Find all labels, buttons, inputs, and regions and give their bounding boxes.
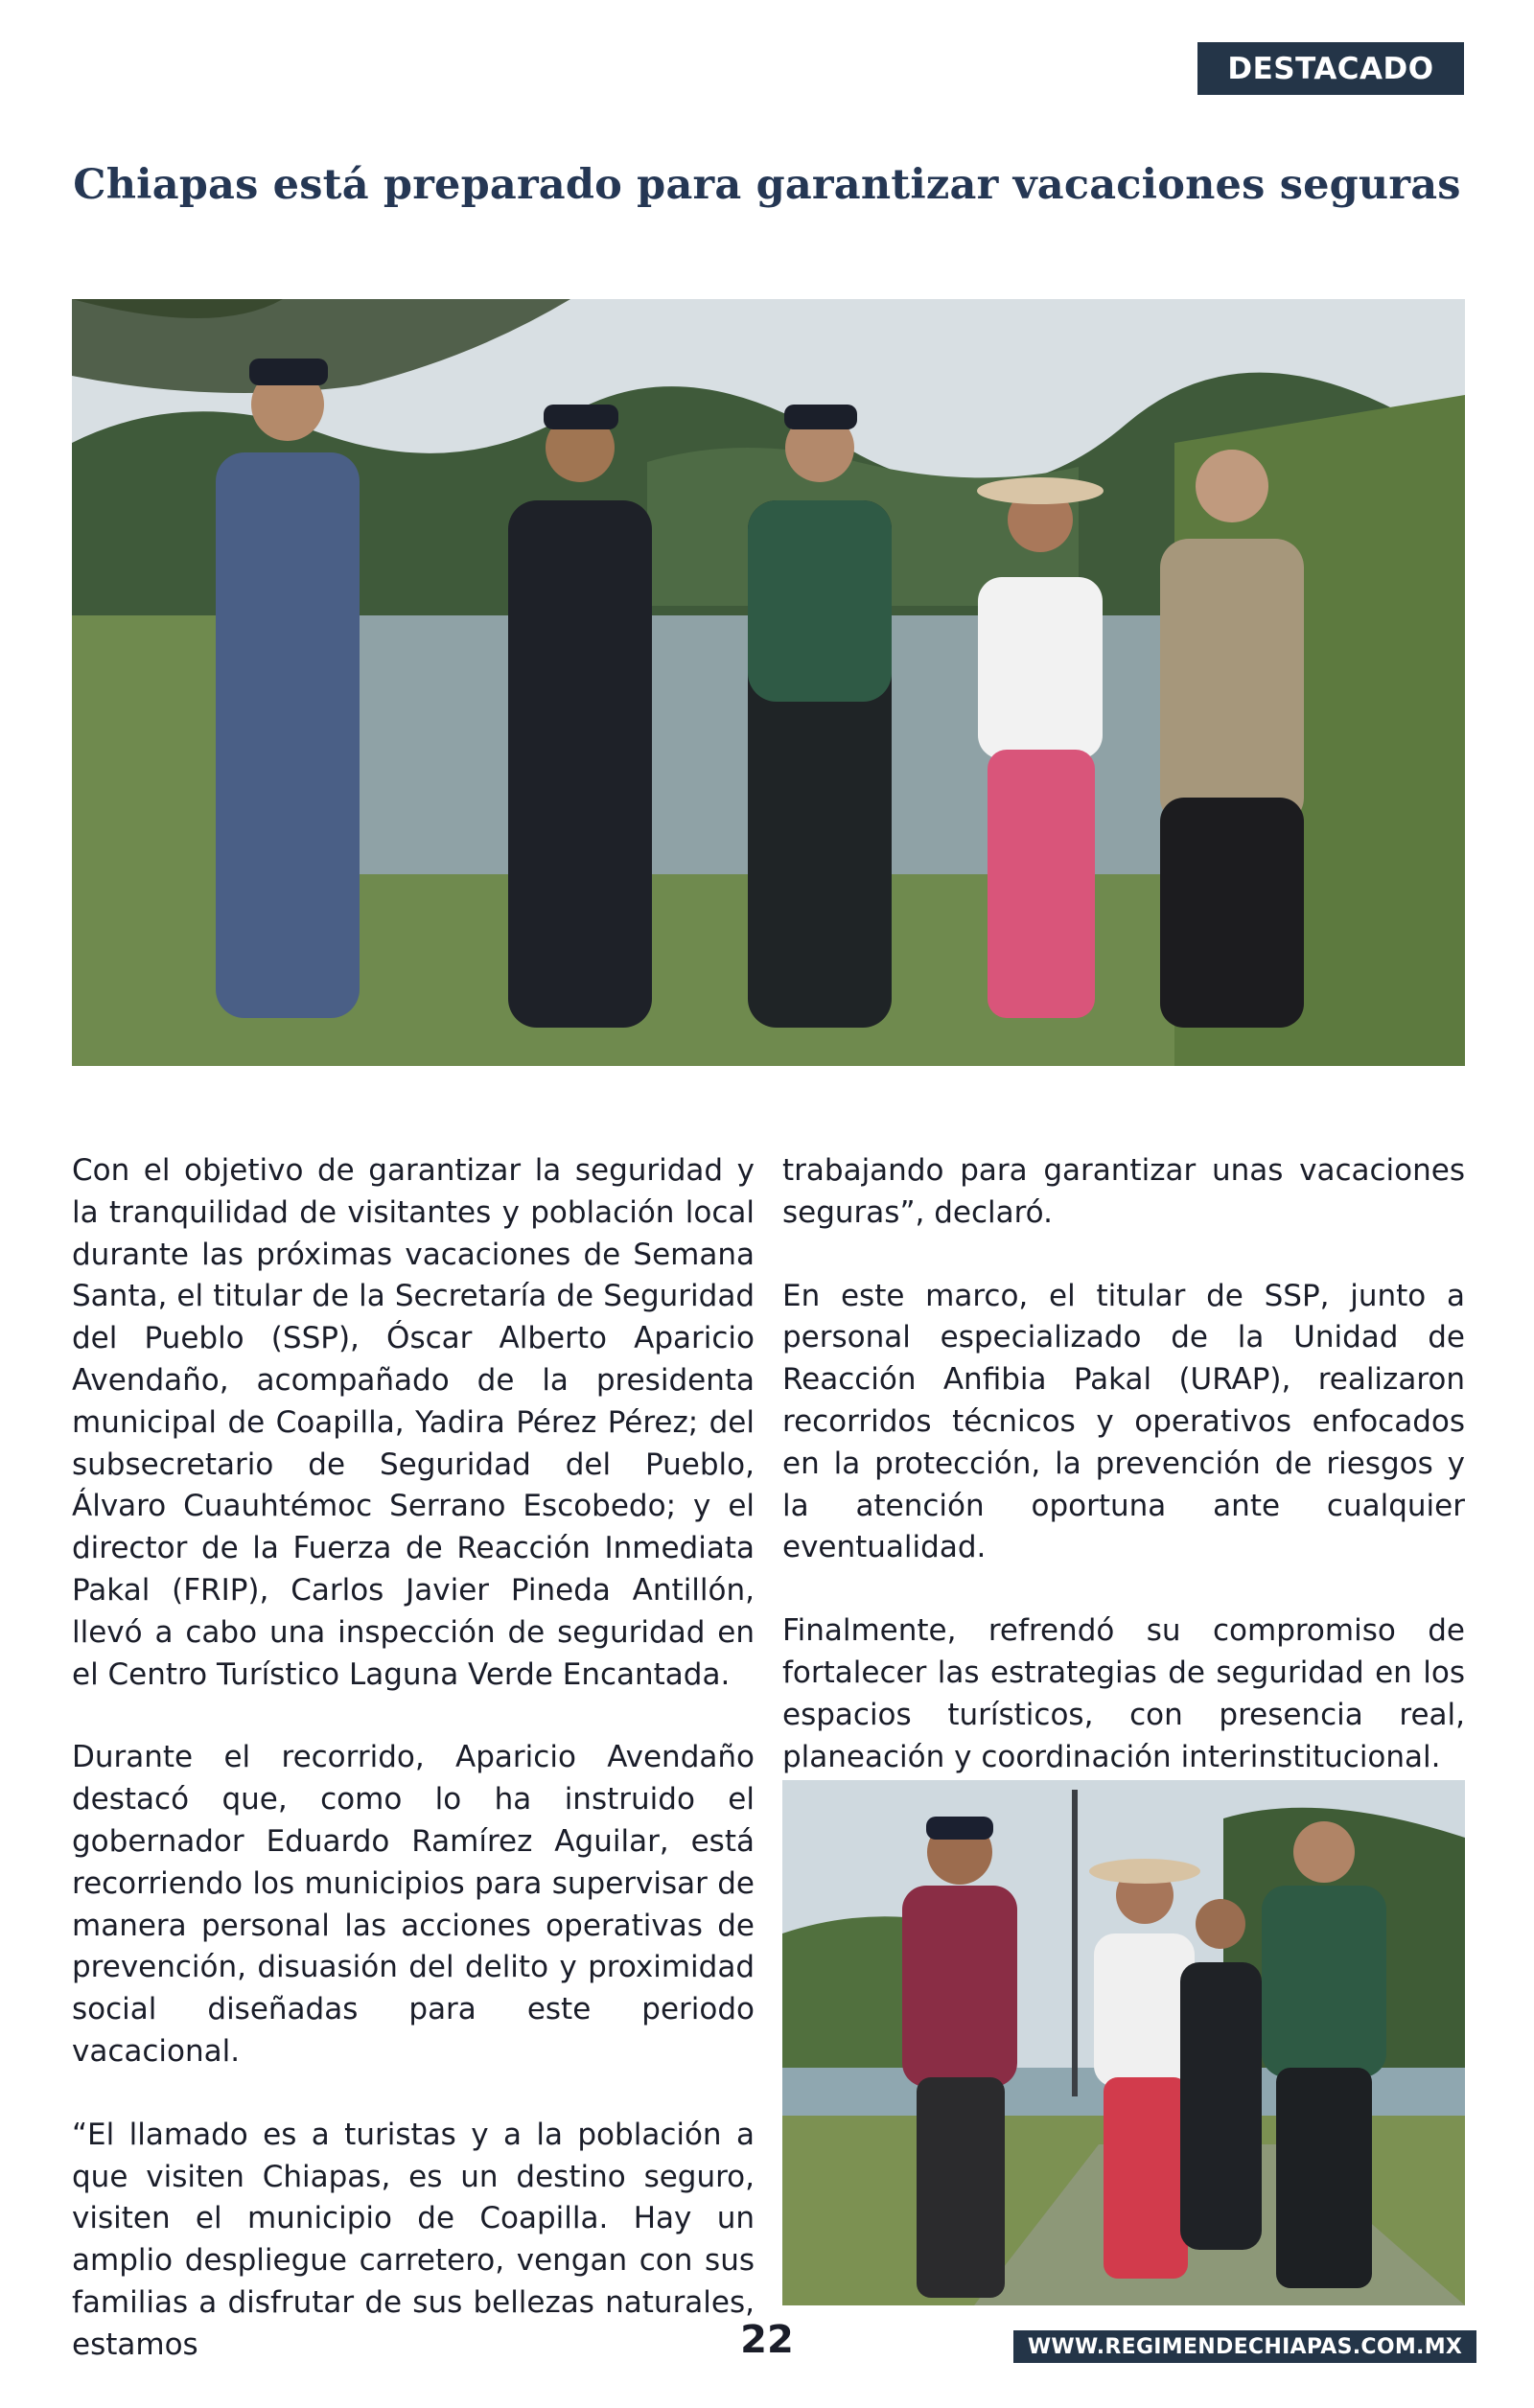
paragraph: Finalmente, refrendó su compromiso de fortalecer las estrategias de seguridad en los espacios turísticos, con presencia real, planeación y coordinación interinstitucional.	[782, 1613, 1465, 1774]
paragraph: En este marco, el titular de SSP, junto a personal especializado de la Unidad de Reacción Anfibia Pakal (URAP), realizaron recorridos técnicos y operativos enfocados en la protección, la prevención de riesgos y la atención oportuna ante cualquier eventualidad.	[782, 1278, 1465, 1565]
main-photo	[72, 299, 1465, 1066]
paragraph: trabajando para garantizar unas vacaciones seguras”, declaró.	[782, 1153, 1465, 1230]
secondary-photo	[782, 1780, 1465, 2305]
website-footer: WWW.REGIMENDECHIAPAS.COM.MX	[1013, 2330, 1476, 2363]
section-badge: DESTACADO	[1197, 42, 1464, 95]
article-column-left	[72, 1150, 755, 2408]
person-1	[216, 359, 360, 1018]
paragraph: “El llamado es a turistas y a la población a que visiten Chiapas, es un destino seguro, visiten el municipio de Coapilla. Hay un amplio despliegue carretero, vengan con sus familias a disfrutar de sus bellezas naturales, estamos	[72, 2117, 755, 2362]
article-title: Chiapas está preparado para garantizar vacaciones seguras	[73, 161, 1461, 209]
paragraph: Con el objetivo de garantizar la seguridad y la tranquilidad de visitantes y población local durante las próximas vacaciones de Semana Santa, el titular de la Secretaría de Seguridad del Pueblo (SSP), Óscar Alberto Aparicio Avendaño, acompañado de la presidenta municipal de Coapilla, Yadira Pérez Pérez; del subsecretario de Seguridad del Pueblo, Álvaro Cuauhtémoc Serrano Escobedo; y el director de la Fuerza de Reacción Inmediata Pakal (FRIP), Carlos Javier Pineda Antillón, llevó a cabo una inspección de seguridad en el Centro Turístico Laguna Verde Encantada.	[72, 1153, 755, 1692]
walker-4	[1262, 1821, 1386, 2288]
paragraph: Durante el recorrido, Aparicio Avendaño destacó que, como lo ha instruido el gobernador Eduardo Ramírez Aguilar, está recorriendo los municipios para supervisar de manera personal las acciones operativas de prevención, disuasión del delito y proximidad social diseñadas para este periodo vacacional.	[72, 1740, 755, 2069]
article-column-right	[782, 1150, 1465, 1819]
walker-1	[902, 1817, 1017, 2298]
page-number: 22	[740, 2318, 794, 2362]
